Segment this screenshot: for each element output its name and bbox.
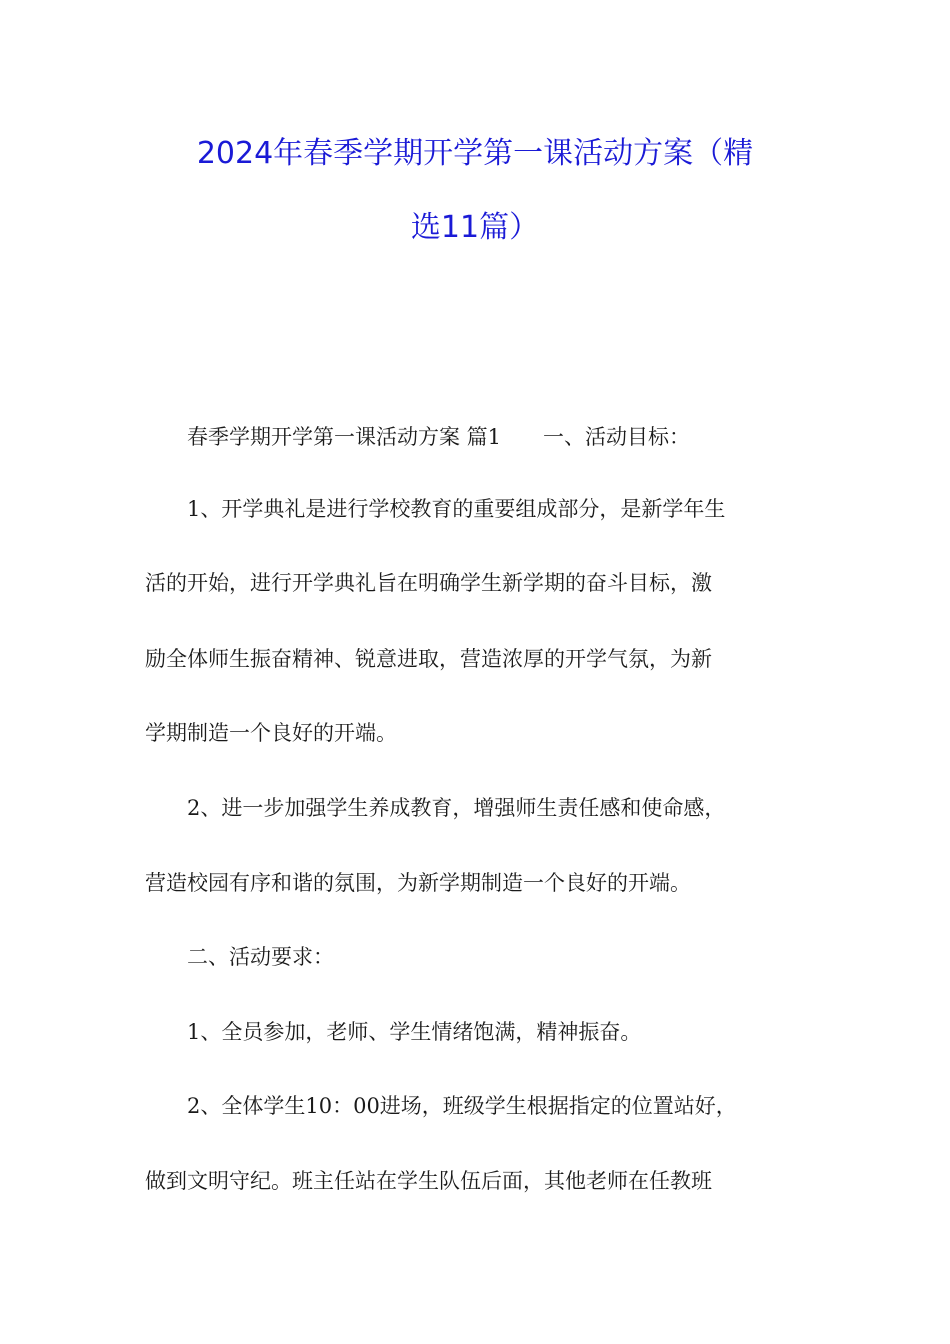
paragraph-line: 1、全员参加，老师、学生情绪饱满，精神振奋。 <box>145 1020 642 1044</box>
section-heading-line: 二、活动要求： <box>145 945 334 969</box>
paragraph-line: 1、开学典礼是进行学校教育的重要组成部分，是新学年生 <box>145 497 726 521</box>
paragraph-line: 2、全体学生10：00进场，班级学生根据指定的位置站好， <box>145 1094 737 1118</box>
document-title-line-2: 选11篇） <box>410 210 540 245</box>
section-heading-line: 春季学期开学第一课活动方案 篇1 一、活动目标： <box>145 425 691 449</box>
paragraph-line: 学期制造一个良好的开端。 <box>145 721 397 745</box>
paragraph-line: 营造校园有序和谐的氛围，为新学期制造一个良好的开端。 <box>145 871 691 895</box>
paragraph-line: 做到文明守纪。班主任站在学生队伍后面，其他老师在任教班 <box>145 1169 712 1193</box>
paragraph-line: 2、进一步加强学生养成教育，增强师生责任感和使命感， <box>145 796 726 820</box>
paragraph-line: 活的开始，进行开学典礼旨在明确学生新学期的奋斗目标，激 <box>145 571 712 595</box>
document-title-line-1: 2024年春季学期开学第一课活动方案（精 <box>196 136 754 171</box>
paragraph-line: 励全体师生振奋精神、锐意进取，营造浓厚的开学气氛，为新 <box>145 647 712 671</box>
